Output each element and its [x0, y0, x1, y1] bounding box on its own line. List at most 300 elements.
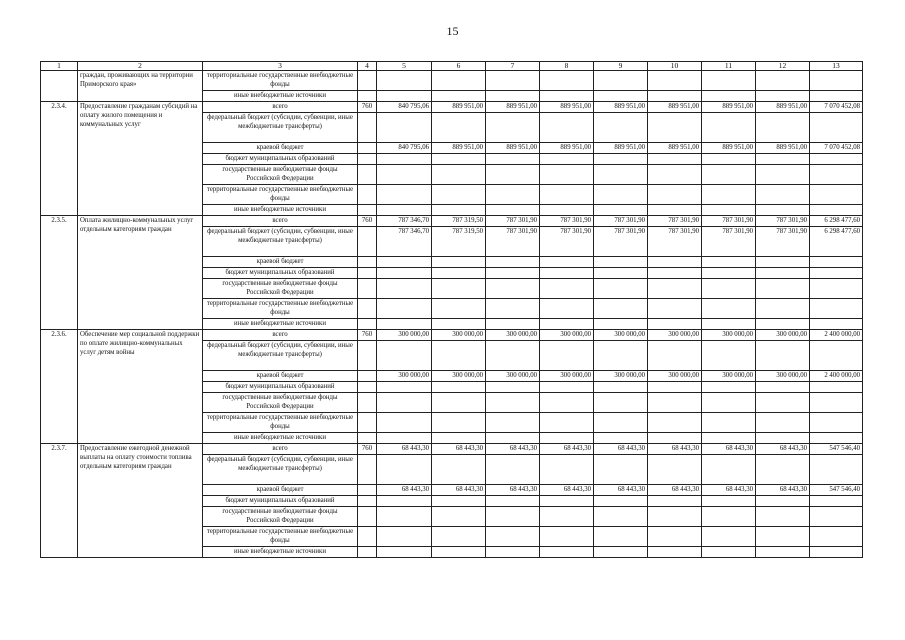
value-cell	[810, 91, 863, 102]
value-cell	[594, 433, 648, 444]
page-number: 15	[446, 24, 459, 38]
value-cell: 300 000,00	[377, 371, 432, 382]
value-cell	[377, 91, 432, 102]
value-cell	[648, 205, 702, 216]
value-cell	[810, 268, 863, 279]
source-label: государственные внебюджетные фонды Российской Федерации	[203, 279, 358, 299]
col4-value	[358, 341, 377, 371]
value-cell	[377, 279, 432, 299]
value-cell	[377, 113, 432, 143]
value-cell	[648, 154, 702, 165]
value-cell	[486, 165, 540, 185]
header-cell: 10	[648, 62, 702, 71]
value-cell: 300 000,00	[432, 371, 486, 382]
value-cell	[810, 185, 863, 205]
value-cell	[810, 393, 863, 413]
value-cell	[486, 527, 540, 547]
value-cell	[377, 205, 432, 216]
value-cell: 6 298 477,60	[810, 227, 863, 257]
value-cell	[486, 279, 540, 299]
value-cell: 787 301,90	[702, 227, 756, 257]
row-description: граждан, проживающих на территории Приморского края»	[78, 71, 203, 102]
value-cell	[702, 279, 756, 299]
source-label: всего	[203, 102, 358, 113]
value-cell	[486, 91, 540, 102]
col4-value	[358, 257, 377, 268]
value-cell: 787 301,90	[648, 227, 702, 257]
value-cell	[486, 257, 540, 268]
value-cell	[648, 71, 702, 91]
value-cell	[540, 257, 594, 268]
value-cell	[540, 507, 594, 527]
value-cell: 68 443,30	[432, 485, 486, 496]
col4-value	[358, 527, 377, 547]
value-cell	[810, 205, 863, 216]
value-cell	[810, 71, 863, 91]
value-cell	[486, 341, 540, 371]
value-cell	[540, 496, 594, 507]
value-cell	[810, 341, 863, 371]
value-cell	[377, 299, 432, 319]
row-code: 2.3.7.	[41, 444, 78, 558]
value-cell	[432, 268, 486, 279]
value-cell	[594, 319, 648, 330]
value-cell: 300 000,00	[486, 330, 540, 341]
value-cell: 787 301,90	[540, 216, 594, 227]
value-cell: 68 443,30	[756, 485, 810, 496]
col4-value	[358, 154, 377, 165]
value-cell: 68 443,30	[432, 444, 486, 455]
value-cell: 787 346,70	[377, 216, 432, 227]
value-cell	[432, 496, 486, 507]
value-cell: 840 795,06	[377, 102, 432, 113]
value-cell	[756, 299, 810, 319]
value-cell	[540, 205, 594, 216]
value-cell	[756, 91, 810, 102]
value-cell	[648, 382, 702, 393]
value-cell	[756, 496, 810, 507]
value-cell	[377, 341, 432, 371]
value-cell: 787 301,90	[648, 216, 702, 227]
value-cell	[540, 165, 594, 185]
value-cell	[810, 527, 863, 547]
value-cell	[648, 91, 702, 102]
source-label: территориальные государственные внебюджетные фонды	[203, 71, 358, 91]
value-cell	[540, 154, 594, 165]
header-cell: 1	[41, 62, 78, 71]
value-cell	[756, 165, 810, 185]
value-cell	[702, 382, 756, 393]
value-cell: 889 951,00	[540, 143, 594, 154]
source-label: государственные внебюджетные фонды Российской Федерации	[203, 507, 358, 527]
value-cell	[810, 165, 863, 185]
row-code	[41, 71, 78, 102]
value-cell: 787 301,90	[594, 227, 648, 257]
value-cell	[810, 319, 863, 330]
value-cell	[540, 279, 594, 299]
col4-value	[358, 433, 377, 444]
value-cell	[486, 507, 540, 527]
value-cell	[756, 507, 810, 527]
value-cell	[648, 393, 702, 413]
value-cell	[432, 154, 486, 165]
value-cell	[594, 299, 648, 319]
value-cell: 68 443,30	[648, 485, 702, 496]
col4-value	[358, 393, 377, 413]
value-cell	[594, 91, 648, 102]
col4-value: 760	[358, 330, 377, 341]
value-cell	[756, 71, 810, 91]
col4-value	[358, 91, 377, 102]
value-cell	[377, 165, 432, 185]
value-cell	[810, 113, 863, 143]
value-cell	[377, 382, 432, 393]
value-cell	[648, 113, 702, 143]
value-cell	[540, 527, 594, 547]
value-cell	[756, 547, 810, 558]
value-cell	[594, 185, 648, 205]
value-cell	[432, 113, 486, 143]
value-cell	[594, 113, 648, 143]
col4-value	[358, 547, 377, 558]
value-cell	[377, 496, 432, 507]
col4-value	[358, 205, 377, 216]
value-cell	[432, 319, 486, 330]
value-cell: 889 951,00	[756, 143, 810, 154]
value-cell	[702, 547, 756, 558]
value-cell	[702, 527, 756, 547]
value-cell	[756, 341, 810, 371]
value-cell	[810, 547, 863, 558]
value-cell: 68 443,30	[756, 444, 810, 455]
value-cell: 300 000,00	[594, 371, 648, 382]
value-cell	[756, 393, 810, 413]
value-cell	[702, 433, 756, 444]
value-cell: 68 443,30	[540, 485, 594, 496]
value-cell	[540, 299, 594, 319]
value-cell: 889 951,00	[648, 143, 702, 154]
value-cell	[486, 71, 540, 91]
table-row	[41, 71, 863, 91]
value-cell	[702, 299, 756, 319]
value-cell	[756, 257, 810, 268]
source-label: бюджет муниципальных образований	[203, 496, 358, 507]
value-cell	[432, 547, 486, 558]
value-cell	[648, 455, 702, 485]
value-cell	[702, 205, 756, 216]
col4-value	[358, 485, 377, 496]
source-label: краевой бюджет	[203, 257, 358, 268]
value-cell	[756, 455, 810, 485]
value-cell	[594, 268, 648, 279]
value-cell	[486, 413, 540, 433]
header-cell: 3	[203, 62, 358, 71]
value-cell	[486, 547, 540, 558]
value-cell	[810, 496, 863, 507]
table-row	[41, 330, 863, 341]
value-cell: 68 443,30	[594, 485, 648, 496]
value-cell: 2 400 000,00	[810, 330, 863, 341]
value-cell: 7 070 452,08	[810, 143, 863, 154]
value-cell: 889 951,00	[756, 102, 810, 113]
value-cell	[486, 268, 540, 279]
value-cell: 889 951,00	[432, 143, 486, 154]
value-cell	[540, 433, 594, 444]
value-cell	[432, 91, 486, 102]
source-label: федеральный бюджет (субсидии, субвенции, иные межбюджетные трансферты)	[203, 341, 358, 371]
value-cell	[540, 341, 594, 371]
value-cell	[810, 279, 863, 299]
source-label: иные внебюджетные источники	[203, 433, 358, 444]
value-cell	[486, 319, 540, 330]
row-code: 2.3.4.	[41, 102, 78, 216]
value-cell: 300 000,00	[594, 330, 648, 341]
value-cell: 787 319,50	[432, 216, 486, 227]
value-cell	[594, 455, 648, 485]
value-cell	[594, 547, 648, 558]
value-cell: 547 546,40	[810, 485, 863, 496]
table-row	[41, 444, 863, 455]
value-cell	[702, 413, 756, 433]
value-cell	[432, 71, 486, 91]
value-cell	[648, 507, 702, 527]
source-label: бюджет муниципальных образований	[203, 268, 358, 279]
value-cell: 889 951,00	[486, 143, 540, 154]
value-cell	[810, 257, 863, 268]
value-cell	[648, 299, 702, 319]
value-cell	[702, 91, 756, 102]
value-cell: 787 346,70	[377, 227, 432, 257]
value-cell: 889 951,00	[594, 143, 648, 154]
value-cell	[432, 185, 486, 205]
value-cell	[432, 455, 486, 485]
value-cell	[540, 319, 594, 330]
value-cell: 787 319,50	[432, 227, 486, 257]
col4-value	[358, 413, 377, 433]
value-cell	[648, 279, 702, 299]
col4-value	[358, 371, 377, 382]
value-cell: 889 951,00	[702, 143, 756, 154]
col4-value	[358, 143, 377, 154]
value-cell	[594, 496, 648, 507]
value-cell	[756, 319, 810, 330]
value-cell	[377, 455, 432, 485]
value-cell: 68 443,30	[594, 444, 648, 455]
value-cell	[756, 185, 810, 205]
value-cell	[432, 205, 486, 216]
source-label: иные внебюджетные источники	[203, 319, 358, 330]
value-cell	[540, 268, 594, 279]
header-cell: 11	[702, 62, 756, 71]
value-cell	[756, 268, 810, 279]
value-cell	[540, 413, 594, 433]
row-description: Предоставление ежегодной денежной выплаты на оплату стоимости топлива отдельным категориям граждан	[78, 444, 203, 558]
value-cell	[648, 341, 702, 371]
value-cell: 300 000,00	[540, 371, 594, 382]
col4-value	[358, 185, 377, 205]
value-cell	[432, 433, 486, 444]
value-cell	[702, 71, 756, 91]
header-cell: 9	[594, 62, 648, 71]
value-cell	[756, 205, 810, 216]
value-cell: 300 000,00	[377, 330, 432, 341]
value-cell	[540, 185, 594, 205]
source-label: государственные внебюджетные фонды Российской Федерации	[203, 165, 358, 185]
value-cell	[648, 527, 702, 547]
value-cell: 68 443,30	[377, 444, 432, 455]
col4-value	[358, 71, 377, 91]
value-cell	[540, 91, 594, 102]
value-cell: 68 443,30	[486, 444, 540, 455]
value-cell	[594, 527, 648, 547]
value-cell	[594, 257, 648, 268]
source-label: иные внебюджетные источники	[203, 91, 358, 102]
value-cell	[540, 113, 594, 143]
col4-value	[358, 382, 377, 393]
value-cell	[594, 279, 648, 299]
source-label: государственные внебюджетные фонды Российской Федерации	[203, 393, 358, 413]
value-cell	[432, 299, 486, 319]
source-label: иные внебюджетные источники	[203, 547, 358, 558]
value-cell	[377, 527, 432, 547]
value-cell: 68 443,30	[486, 485, 540, 496]
value-cell	[702, 341, 756, 371]
value-cell: 787 301,90	[486, 216, 540, 227]
value-cell	[756, 413, 810, 433]
value-cell	[648, 319, 702, 330]
col4-value	[358, 496, 377, 507]
value-cell: 68 443,30	[702, 444, 756, 455]
value-cell: 889 951,00	[540, 102, 594, 113]
value-cell: 2 400 000,00	[810, 371, 863, 382]
value-cell	[756, 279, 810, 299]
value-cell	[702, 185, 756, 205]
value-cell	[756, 433, 810, 444]
table-row	[41, 102, 863, 113]
value-cell	[594, 382, 648, 393]
value-cell	[594, 165, 648, 185]
value-cell	[377, 257, 432, 268]
header-cell: 5	[377, 62, 432, 71]
value-cell	[540, 393, 594, 413]
value-cell	[702, 165, 756, 185]
value-cell: 889 951,00	[594, 102, 648, 113]
value-cell	[486, 496, 540, 507]
col4-value	[358, 227, 377, 257]
source-label: краевой бюджет	[203, 371, 358, 382]
col4-value: 760	[358, 444, 377, 455]
value-cell: 7 070 452,08	[810, 102, 863, 113]
value-cell: 889 951,00	[702, 102, 756, 113]
value-cell	[432, 507, 486, 527]
col4-value	[358, 279, 377, 299]
source-label: всего	[203, 216, 358, 227]
row-code: 2.3.5.	[41, 216, 78, 330]
value-cell: 889 951,00	[648, 102, 702, 113]
col4-value	[358, 165, 377, 185]
value-cell	[377, 71, 432, 91]
value-cell	[486, 113, 540, 143]
value-cell: 547 546,40	[810, 444, 863, 455]
value-cell	[648, 165, 702, 185]
value-cell	[432, 527, 486, 547]
value-cell	[810, 382, 863, 393]
source-label: территориальные государственные внебюджетные фонды	[203, 299, 358, 319]
value-cell: 300 000,00	[648, 371, 702, 382]
source-label: краевой бюджет	[203, 485, 358, 496]
value-cell	[594, 341, 648, 371]
value-cell: 787 301,90	[756, 216, 810, 227]
row-description: Оплата жилищно-коммунальных услуг отдельным категориям граждан	[78, 216, 203, 330]
value-cell	[432, 257, 486, 268]
value-cell: 840 795,06	[377, 143, 432, 154]
value-cell: 68 443,30	[648, 444, 702, 455]
value-cell	[702, 393, 756, 413]
value-cell	[486, 455, 540, 485]
value-cell: 787 301,90	[702, 216, 756, 227]
value-cell	[540, 455, 594, 485]
value-cell	[702, 455, 756, 485]
value-cell	[432, 413, 486, 433]
value-cell	[540, 71, 594, 91]
value-cell	[810, 433, 863, 444]
value-cell	[648, 413, 702, 433]
value-cell	[810, 507, 863, 527]
value-cell	[594, 154, 648, 165]
header-cell: 7	[486, 62, 540, 71]
value-cell	[432, 341, 486, 371]
header-cell: 6	[432, 62, 486, 71]
col4-value: 760	[358, 216, 377, 227]
value-cell	[486, 154, 540, 165]
value-cell	[594, 205, 648, 216]
value-cell: 787 301,90	[540, 227, 594, 257]
header-cell: 13	[810, 62, 863, 71]
value-cell: 6 298 477,60	[810, 216, 863, 227]
header-row	[41, 62, 863, 71]
value-cell	[486, 393, 540, 413]
value-cell	[377, 154, 432, 165]
value-cell: 889 951,00	[432, 102, 486, 113]
value-cell	[432, 165, 486, 185]
value-cell: 300 000,00	[540, 330, 594, 341]
value-cell	[702, 154, 756, 165]
header-cell: 4	[358, 62, 377, 71]
value-cell	[486, 433, 540, 444]
value-cell: 300 000,00	[702, 330, 756, 341]
source-label: территориальные государственные внебюджетные фонды	[203, 185, 358, 205]
value-cell	[432, 382, 486, 393]
value-cell	[648, 268, 702, 279]
value-cell: 300 000,00	[486, 371, 540, 382]
table-row	[41, 216, 863, 227]
value-cell: 300 000,00	[702, 371, 756, 382]
value-cell	[756, 527, 810, 547]
row-description: Предоставление гражданам субсидий на оплату жилого помещения и коммунальных услуг	[78, 102, 203, 216]
source-label: краевой бюджет	[203, 143, 358, 154]
value-cell	[702, 319, 756, 330]
source-label: федеральный бюджет (субсидии, субвенции, иные межбюджетные трансферты)	[203, 455, 358, 485]
col4-value	[358, 507, 377, 527]
value-cell: 787 301,90	[594, 216, 648, 227]
value-cell: 68 443,30	[377, 485, 432, 496]
value-cell	[594, 507, 648, 527]
value-cell	[377, 507, 432, 527]
value-cell	[377, 185, 432, 205]
value-cell	[377, 433, 432, 444]
col4-value: 760	[358, 102, 377, 113]
value-cell: 787 301,90	[756, 227, 810, 257]
